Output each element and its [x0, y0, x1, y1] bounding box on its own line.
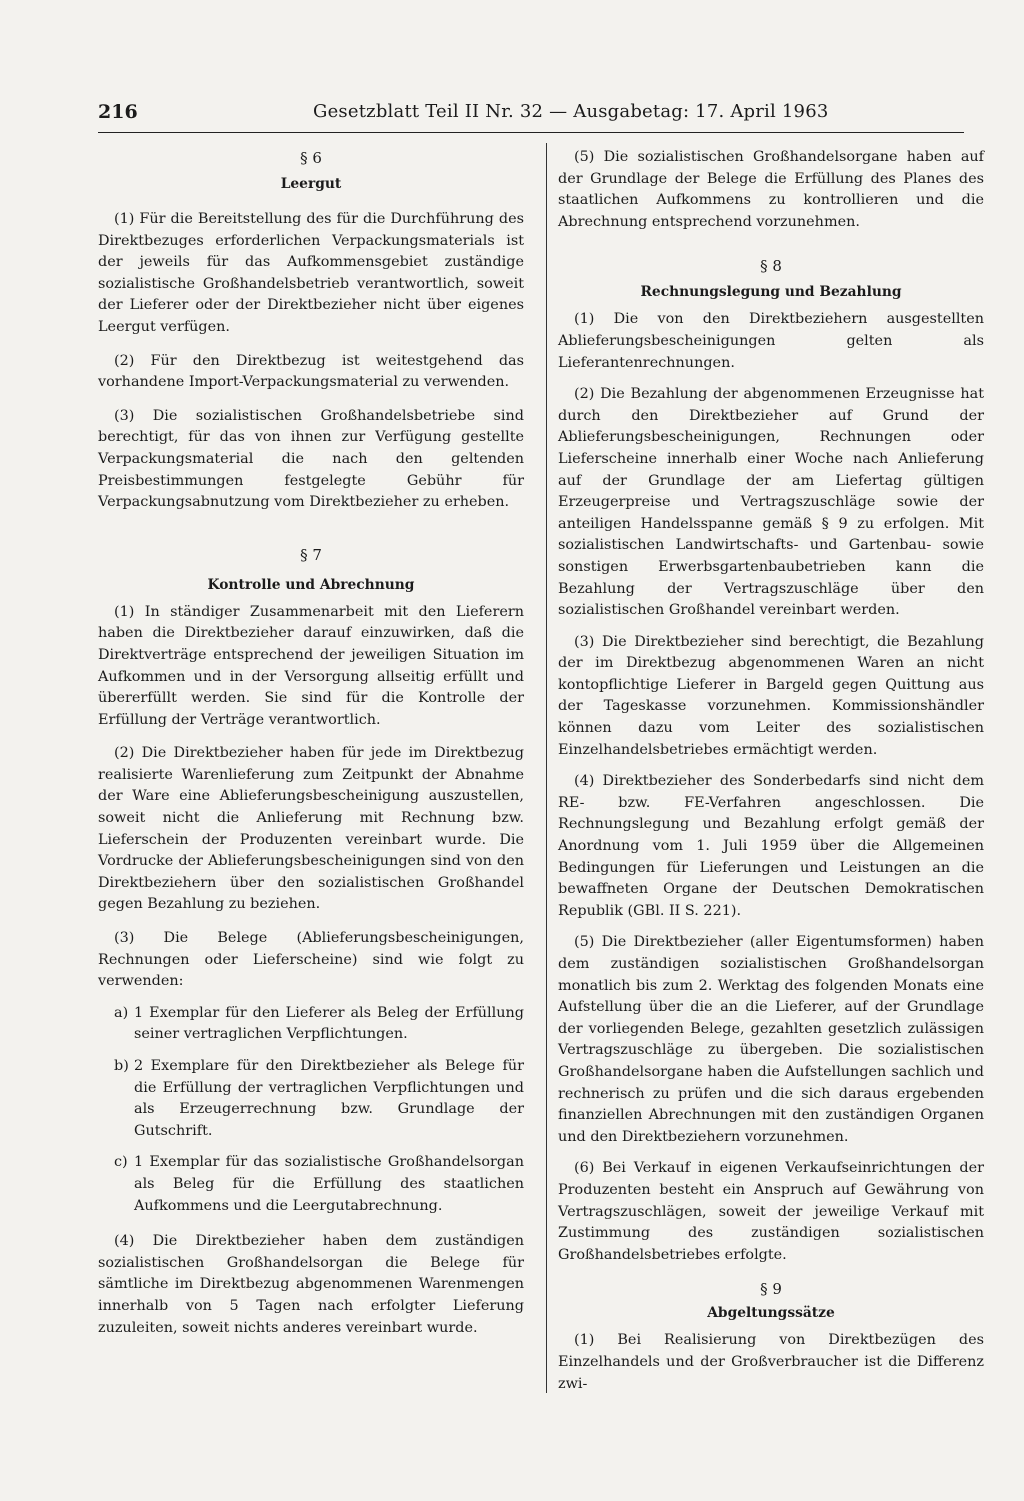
list-item-label: c)	[114, 1154, 128, 1171]
section-title: Abgeltungssätze	[707, 1305, 835, 1322]
paragraph: (1) Die von den Direktbeziehern ausgestellten Ablieferungsbescheinigungen gelten als Lieferantenrechnungen.	[558, 311, 984, 371]
section-title: Rechnungslegung und Bezahlung	[640, 284, 902, 301]
column-divider	[546, 143, 547, 1393]
paragraph: (4) Die Direktbezieher haben dem zuständigen sozialistischen Großhandelsorgan die Belege für sämtliche im Direktbezug abgenommenen Warenmengen innerhalb von 5 Tagen nach erfolgter Lieferung zuzuleiten, soweit nichts anderes vereinbart wurde.	[98, 1233, 524, 1336]
running-title: Gesetzblatt Teil II Nr. 32 — Ausgabetag: 17. April 1963	[313, 101, 829, 122]
paragraph: (2) Für den Direktbezug ist weitestgehend das vorhandene Import-Verpackungsmaterial zu verwenden.	[98, 352, 524, 391]
section-title: Leergut	[280, 176, 342, 192]
page-header	[98, 101, 968, 133]
paragraph: (3) Die Belege (Ablieferungsbescheinigungen, Rechnungen oder Lieferscheine) sind wie folgt zu verwenden:	[98, 930, 524, 990]
paragraph: (3) Die sozialistischen Großhandelsbetriebe sind berechtigt, für das von ihnen zur Verfügung gestellte Verpackungsmaterial die nach den geltenden Preisbestimmungen festgelegte Gebühr für Verpackungsabnutzung vom Direktbezieher zu erheben.	[98, 407, 524, 511]
section-title: Kontrolle und Abrechnung	[207, 576, 415, 593]
list-item-text: 1 Exemplar für das sozialistische Großhandelsorgan als Beleg für die Erfüllung des staatlichen Aufkommens und die Leergutabrechnung.	[134, 1154, 524, 1214]
list-item	[98, 1003, 524, 1046]
section-number: § 6	[300, 149, 322, 167]
section-number: § 8	[760, 257, 782, 276]
section-number: § 7	[300, 545, 322, 564]
paragraph: (1) In ständiger Zusammenarbeit mit den Lieferern haben die Direktbezieher darauf einzuwirken, daß die Direktverträge entsprechend der jeweiligen Situation im Aufkommen und in der Versorgung allseitig erfüllt und übererfüllt werden. Sie sind für die Kontrolle der Erfüllung der Verträge verantwortlich.	[98, 603, 524, 728]
list-item	[98, 1056, 524, 1142]
paragraph: (4) Direktbezieher des Sonderbedarfs sind nicht dem RE- bzw. FE-Verfahren angeschlossen. Die Rechnungslegung und Bezahlung erfolgt gemäß der Anordnung vom 1. Juli 1959 über die Allgemeinen Bedingungen für Lieferungen und Leistungen an die bewaffneten Organe der Deutschen Demokratischen Republik (GBl. II S. 221).	[558, 773, 984, 919]
paragraph: (3) Die Direktbezieher sind berechtigt, die Bezahlung der im Direktbezug abgenommenen Waren an nicht kontopflichtige Lieferer in Bargeld gegen Quittung aus der Tageskasse vorzunehmen. Kommissionshändler können dazu vom Leiter des sozialistischen Einzelhandelsbetriebes ermächtigt werden.	[558, 633, 984, 758]
page-number: 216	[98, 101, 138, 123]
list-item-text: 1 Exemplar für den Lieferer als Beleg der Erfüllung seiner vertraglichen Verpflichtungen.	[134, 1004, 524, 1043]
section-number: § 9	[760, 1280, 782, 1299]
right-column	[558, 143, 984, 1395]
header-rule	[98, 132, 964, 133]
left-column	[98, 143, 524, 1339]
list-item	[98, 1152, 524, 1217]
paragraph: (1) Bei Realisierung von Direktbezügen des Einzelhandels und der Großverbraucher ist die Differenz zwi-	[558, 1332, 984, 1392]
paragraph: (5) Die Direktbezieher (aller Eigentumsformen) haben dem zuständigen sozialistischen Großhandelsorgan monatlich bis zum 2. Werktag des folgenden Monats eine Aufstellung über die an die Lieferer, auf der Grundlage der vorliegenden Belege, gezahlten gesetzlich zulässigen Vertragszuschläge zu übergeben. Die sozialistischen Großhandelsorgane haben die Aufstellungen sachlich und rechnerisch zu prüfen und die sich daraus ergebenden finanziellen Abrechnungen mit den zuständigen Organen und den Direktbeziehern vorzunehmen.	[558, 934, 984, 1145]
paragraph: (6) Bei Verkauf in eigenen Verkaufseinrichtungen der Produzenten besteht ein Anspruch auf Gewährung von Vertragszuschlägen, soweit der jeweilige Verkauf mit Zustimmung des zuständigen sozialistischen Großhandelsbetriebes erfolgte.	[558, 1160, 984, 1263]
list-item-label: b)	[114, 1058, 129, 1074]
paragraph: (2) Die Bezahlung der abgenommenen Erzeugnisse hat durch den Direktbezieher auf Grund der Ablieferungsbescheinigungen, Rechnungen oder Lieferscheine innerhalb einer Woche nach Anlieferung auf der Grundlage der am Liefertag gültigen Erzeugerpreise und Vertragszuschläge sowie der anteiligen Handelsspanne gemäß § 9 zu erfolgen. Mit sozialistischen Landwirtschafts- und Gartenbau- sowie sonstigen Erwerbsgartenbaubetrieben kann die Bezahlung der Vertragszuschläge über den sozialistischen Großhandel vereinbart werden.	[558, 386, 984, 619]
paragraph: (2) Die Direktbezieher haben für jede im Direktbezug realisierte Warenlieferung zum Zeitpunkt der Abnahme der Ware eine Ablieferungsbescheinigung auszustellen, soweit nicht die Anlieferung mit Rechnung bzw. Lieferschein der Produzenten vereinbart wurde. Die Vordrucke der Ablieferungsbescheinigungen sind von den Direktbeziehern über den sozialistischen Großhandel gegen Bezahlung zu beziehen.	[98, 745, 524, 913]
paragraph: (1) Für die Bereitstellung des für die Durchführung des Direktbezuges erforderlichen Verpackungsmaterials ist der jeweils für das Aufkommensgebiet zuständige sozialistische Großhandelsbetrieb verantwortlich, soweit der Lieferer oder der Direktbezieher nicht über eigenes Leergut verfügen.	[98, 211, 524, 335]
list-item-label: a)	[114, 1004, 129, 1021]
paragraph: (5) Die sozialistischen Großhandelsorgane haben auf der Grundlage der Belege die Erfüllung des Planes des staatlichen Aufkommens zu kontrollieren und die Abrechnung entsprechend vorzunehmen.	[558, 149, 984, 230]
list-item-text: 2 Exemplare für den Direktbezieher als Belege für die Erfüllung der vertraglichen Verpflichtungen und als Erzeugerrechnung bzw. Grundlage der Gutschrift.	[134, 1058, 524, 1139]
